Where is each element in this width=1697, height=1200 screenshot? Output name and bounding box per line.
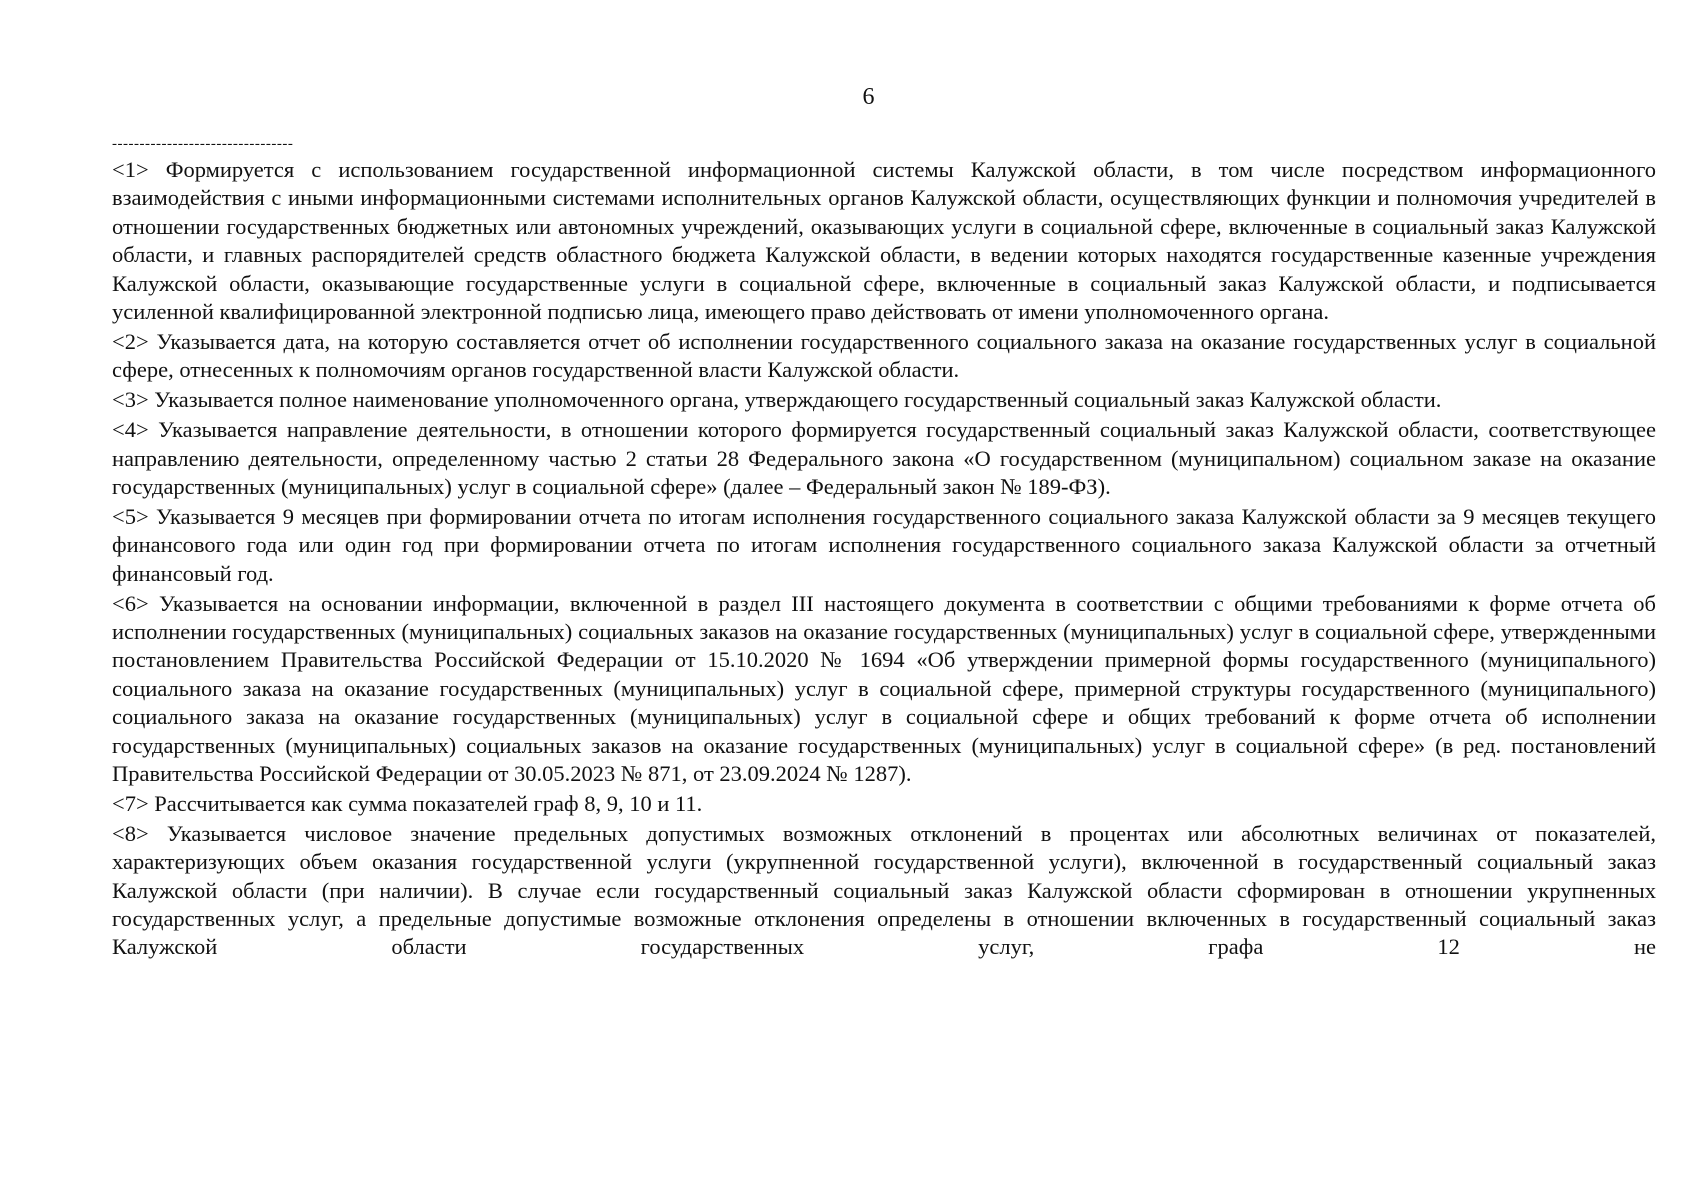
footnote-text: Указывается на основании информации, включенной в раздел III настоящего документа в соответствии с общими требованиями к форме отчета об исполнении государственных (муниципальных) социальных заказов на оказание государственных (муниципальных) услуг в социальной сфере, утвержденными постановлением Правительства Российской Федерации от 15.10.2020 № 1694 «Об утверждении примерной формы государственного (муниципального) социального заказа на оказание государственных (муниципальных) услуг в социальной сфере, примерной структуры государственного (муниципального) социального заказа на оказание государственных (муниципальных) услуг в социальной сфере и общих требований к форме отчета об исполнении государственных (муниципальных) социальных заказов на оказание государственных (муниципальных) услуг в социальной сфере» (в ред. постановлений Правительства Российской Федерации от 30.05.2023 № 871, от 23.09.2024 № 1287). bbox=[112, 590, 1656, 787]
footnote-text: Указывается числовое значение предельных допустимых возможных отклонений в процентах или абсолютных величинах от показателей, характеризующих объем оказания государственной услуги (укрупненной государственной услуги), включенной в государственный социальный заказ Калужской области (при наличии). В случае если государственный социальный заказ Калужской области сформирован в отношении укрупненных государственных услуг, а предельные допустимые возможные отклонения определены в отношении включенных в государственный социальный заказ Калужской области государственных услуг, графа 12 не bbox=[112, 820, 1656, 960]
footnote-marker: <7> bbox=[112, 790, 149, 816]
footnote-text: Указывается 9 месяцев при формировании отчета по итогам исполнения государственного социального заказа Калужской области за 9 месяцев текущего финансового года или один год при формировании отчета по итогам исполнения государственного социального заказа Калужской области за отчетный финансовый год. bbox=[112, 503, 1656, 586]
footnote-2 bbox=[112, 328, 1656, 385]
footnotes bbox=[112, 156, 1656, 963]
footnote-3 bbox=[112, 386, 1656, 414]
footnote-marker: <2> bbox=[112, 328, 149, 354]
footnote-6 bbox=[112, 590, 1656, 789]
footnote-text: Указывается дата, на которую составляется отчет об исполнении государственного социального заказа на оказание государственных услуг в социальной сфере, отнесенных к полномочиям органов государственной власти Калужской области. bbox=[112, 328, 1656, 383]
footnote-text: Указывается направление деятельности, в отношении которого формируется государственный социальный заказ Калужской области, соответствующее направлению деятельности, определенному частью 2 статьи 28 Федерального закона «О государственном (муниципальном) социальном заказе на оказание государственных (муниципальных) услуг в социальной сфере» (далее – Федеральный закон № 189-ФЗ). bbox=[112, 417, 1656, 499]
footnote-8 bbox=[112, 820, 1656, 962]
footnote-text: Указывается полное наименование уполномоченного органа, утверждающего государственный социальный заказ Калужской области. bbox=[154, 387, 1442, 413]
footnote-marker: <3> bbox=[112, 387, 149, 413]
footnote-marker: <5> bbox=[112, 503, 149, 529]
footnote-marker: <8> bbox=[112, 820, 149, 846]
footnote-marker: <4> bbox=[112, 417, 149, 443]
page-number: 6 bbox=[862, 84, 875, 110]
footnote-1 bbox=[112, 156, 1656, 326]
footnote-separator: --------------------------------- bbox=[112, 136, 294, 152]
footnote-7 bbox=[112, 790, 1656, 818]
footnote-text: Рассчитывается как сумма показателей граф 8, 9, 10 и 11. bbox=[154, 790, 703, 816]
footnote-marker: <6> bbox=[112, 590, 149, 616]
footnote-4 bbox=[112, 416, 1656, 501]
footnote-text: Формируется с использованием государственной информационной системы Калужской области, в том числе посредством информационного взаимодействия с иными информационными системами исполнительных органов Калужской области, осуществляющих функции и полномочия учредителей в отношении государственных бюджетных или автономных учреждений, оказывающих услуги в социальной сфере, включенные в социальный заказ Калужской области, и главных распорядителей средств областного бюджета Калужской области, в ведении которых находятся государственные казенные учреждения Калужской области, оказывающие государственные услуги в социальной сфере, включенные в социальный заказ Калужской области, и подписывается усиленной квалифицированной электронной подписью лица, имеющего право действовать от имени уполномоченного органа. bbox=[112, 157, 1656, 325]
footnote-marker: <1> bbox=[112, 157, 149, 182]
footnote-5 bbox=[112, 503, 1656, 588]
